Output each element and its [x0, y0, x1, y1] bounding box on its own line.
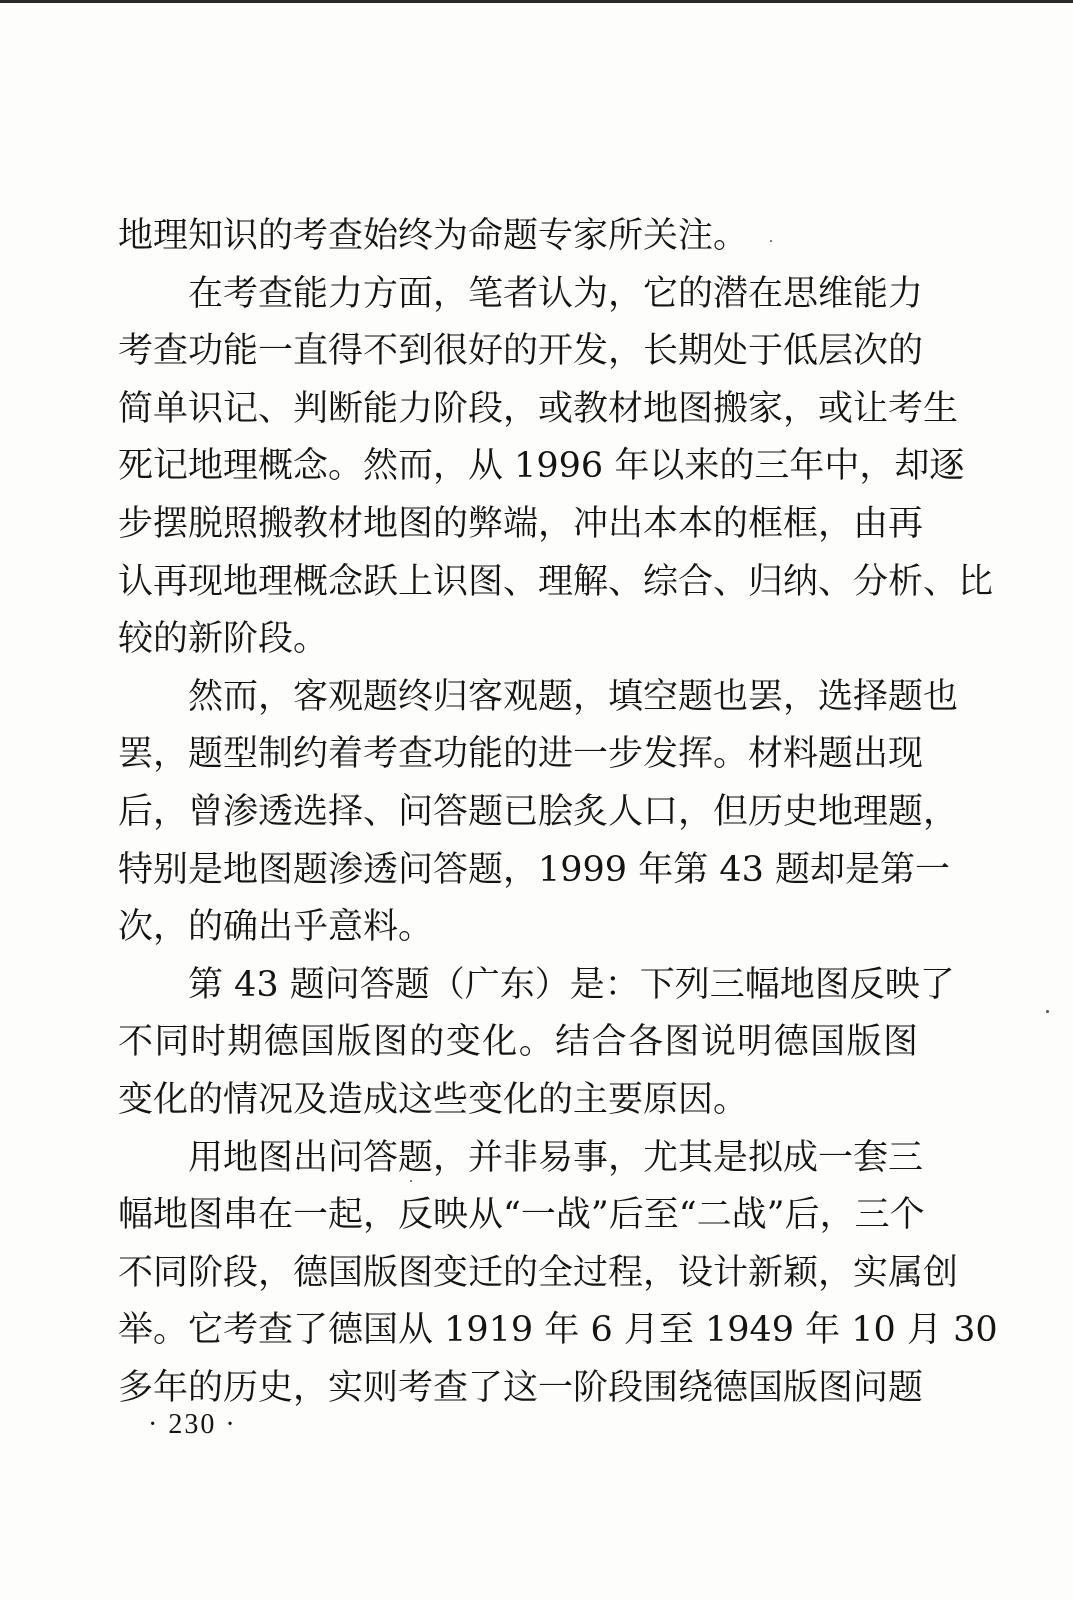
- text-line: 罢，题型制约着考查功能的进一步发挥。材料题出现: [118, 734, 924, 775]
- top-edge-line: [0, 0, 1073, 3]
- text-line: 较的新阶段。: [118, 619, 329, 660]
- text-line: 不同时期德国版图的变化。结合各图说明德国版图: [118, 1022, 918, 1063]
- text-line: 考查功能一直得不到很好的开发，长期处于低层次的: [118, 331, 924, 372]
- text-line: 死记地理概念。然而，从 1996 年以来的三年中，却逐: [118, 446, 965, 487]
- paragraph: [118, 208, 918, 266]
- text-line: 然而，客观题终归客观题，填空题也罢，选择题也: [188, 676, 959, 717]
- text-line: 不同阶段，德国版图变迁的全过程，设计新颖，实属创: [118, 1252, 959, 1293]
- text-line: 第 43 题问答题（广东）是：下列三幅地图反映了: [188, 964, 955, 1005]
- text-line: 在考查能力方面，笔者认为，它的潜在思维能力: [188, 273, 924, 314]
- text-line: 特别是地图题渗透问答题，1999 年第 43 题却是第一: [118, 849, 950, 890]
- scan-speck: [1046, 1010, 1049, 1013]
- text-line: 认再现地理概念跃上识图、理解、综合、归纳、分析、比: [118, 561, 994, 602]
- text-line: 地理知识的考查始终为命题专家所关注。: [118, 216, 749, 256]
- text-line: 步摆脱照搬教材地图的弊端，冲出本本的框框，由再: [118, 503, 924, 544]
- paragraph: [118, 266, 994, 669]
- page-number: · 230 ·: [148, 1409, 237, 1440]
- text-line: 后，曾渗透选择、问答题已脍炙人口，但历史地理题，: [118, 791, 959, 832]
- paragraph: [118, 1130, 998, 1418]
- scan-speck: [770, 240, 772, 242]
- body-text: [118, 208, 998, 1417]
- text-line: 多年的历史，实则考查了这一阶段围绕德国版图问题: [118, 1367, 924, 1408]
- scan-speck: [410, 1180, 412, 1182]
- text-line: 幅地图串在一起，反映从“一战”后至“二战”后，三个: [118, 1195, 925, 1236]
- text-line: 简单识记、判断能力阶段，或教材地图搬家，或让考生: [118, 388, 959, 429]
- text-line: 举。它考查了德国从 1919 年 6 月至 1949 年 10 月 30: [118, 1310, 998, 1351]
- paragraph: [118, 957, 955, 1130]
- text-line: 次，的确出乎意料。: [118, 907, 434, 948]
- text-line: 用地图出问答题，并非易事，尤其是拟成一套三: [188, 1137, 924, 1178]
- text-line: 变化的情况及造成这些变化的主要原因。: [118, 1079, 749, 1120]
- paragraph: [118, 669, 959, 957]
